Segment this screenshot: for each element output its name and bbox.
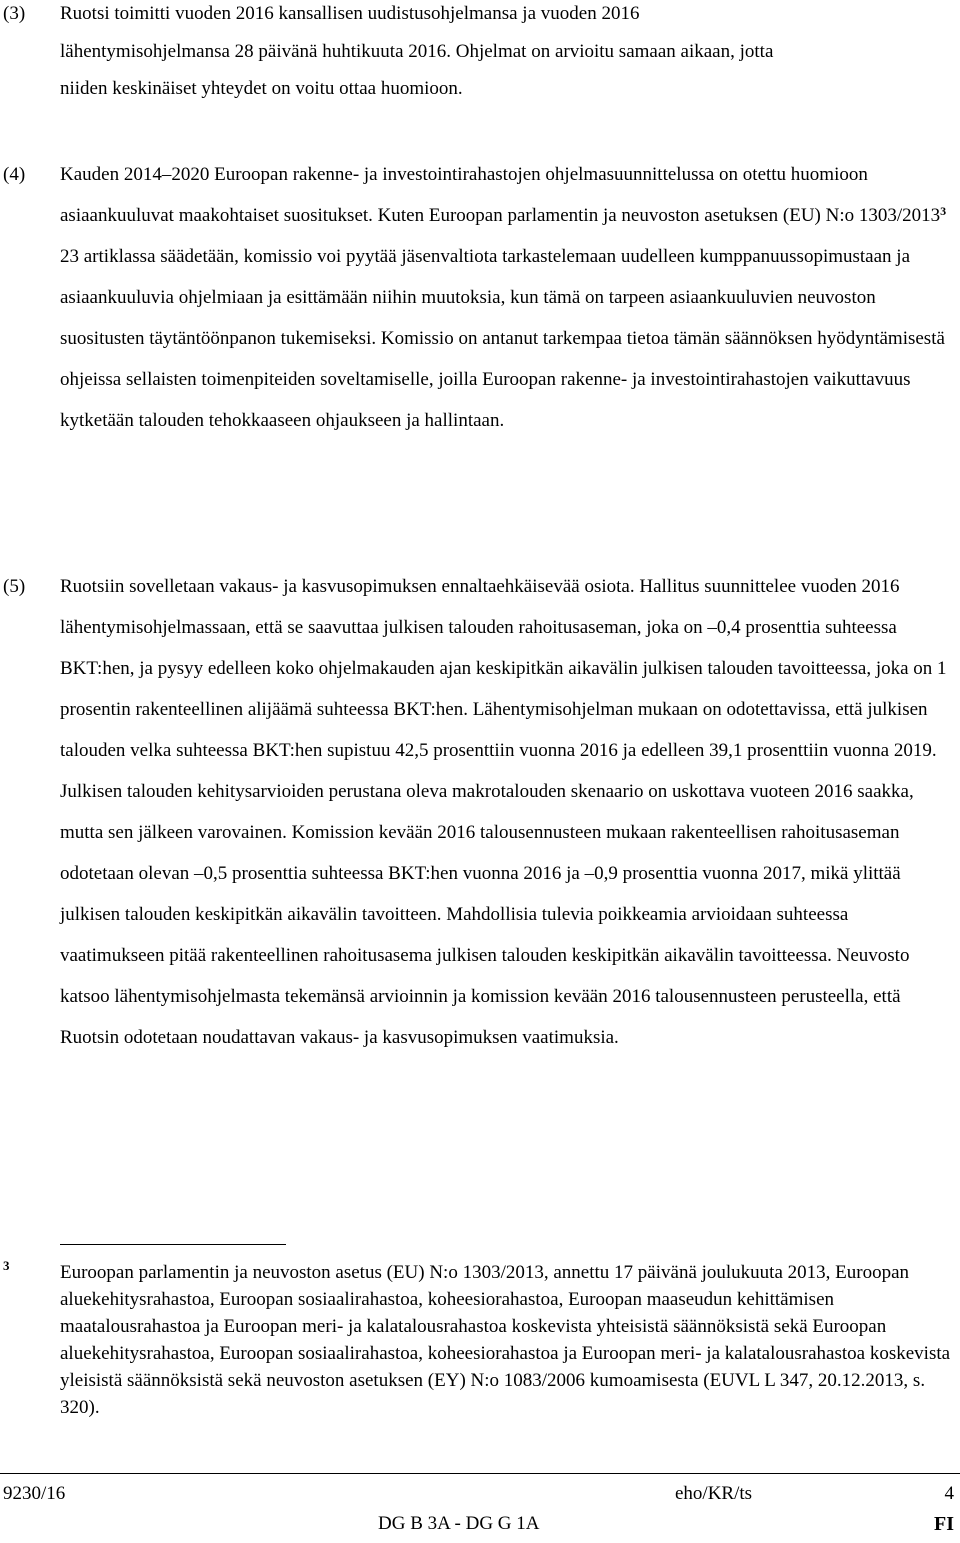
paragraph-text: Kauden 2014–2020 Euroopan rakenne- ja investointirahastojen ohjelmasuunnittelussa on otettu huomioon asiaankuuluvat maakohtaiset suositukset. Kuten Euroopan parlamentin ja neuvoston asetuksen (EU) N:o 1303/2013 bbox=[60, 164, 941, 226]
paragraph-4 bbox=[0, 154, 960, 441]
paragraph-line: lähentymisohjelmansa 28 päivänä huhtikuuta 2016. Ohjelmat on arvioitu samaan aikaan, jotta bbox=[60, 40, 774, 62]
paragraph-body bbox=[60, 154, 955, 441]
paragraph-body: Ruotsiin sovelletaan vakaus- ja kasvusopimuksen ennaltaehkäisevää osiota. Hallitus suunnittelee vuoden 2016 lähentymisohjelmassaan, että se saavuttaa julkisen talouden rahoitusaseman, joka on –0,4 prosenttia suhteessa BKT:hen, ja pysyy edelleen koko ohjelmakauden ajan keskipitkän aikavälin julkisen talouden tavoitteessa, joka on 1 prosentin rakenteellinen alijäämä suhteessa BKT:hen. Lähentymisohjelman mukaan on odotettavissa, että julkisen talouden velka suhteessa BKT:hen supistuu 42,5 prosenttiin vuonna 2016 ja edelleen 39,1 prosenttiin vuonna 2019. Julkisen talouden kehitysarvioiden perustana oleva makrotalouden skenaario on uskottava vuoteen 2016 saakka, mutta sen jälkeen varovainen. Komission kevään 2016 talousennusteen mukaan rakenteellisen rahoitusaseman odotetaan olevan –0,5 prosenttia suhteessa BKT:hen vuonna 2016 ja –0,9 prosenttia vuonna 2017, mikä ylittää julkisen talouden keskipitkän aikavälin tavoitteen. Mahdollisia tulevia poikkeamia arvioidaan suhteessa vaatimukseen pitää rakenteellinen rahoitusasema julkisen talouden keskipitkän aikavälin tavoitteessa. Neuvosto katsoo lähentymisohjelmasta tekemänsä arvioinnin ja komission kevään 2016 talousennusteen perusteella, että Ruotsin odotetaan noudattavan vakaus- ja kasvusopimuksen vaatimuksia. bbox=[60, 576, 947, 1048]
footnote bbox=[0, 1258, 960, 1421]
paragraph-number: (5) bbox=[3, 576, 26, 597]
directorate-code: DG B 3A - DG G 1A bbox=[378, 1513, 540, 1534]
footnote-text: Euroopan parlamentin ja neuvoston asetus (EU) N:o 1303/2013, annettu 17 päivänä joulukuuta 2013, Euroopan aluekehitysrahastoa, Euroopan sosiaalirahastoa, koheesiorahastoa, Euroopan maaseudun kehittämisen maatalousrahastoa ja Euroopan meri- ja kalatalousrahastoa koskevista yhteisistä säännöksistä sekä Euroopan aluekehitysrahastoa, Euroopan sosiaalirahastoa, koheesiorahastoa ja Euroopan meri- ja kalatalousrahastoa koskevista yleisistä säännöksistä sekä neuvoston asetuksen (EY) N:o 1083/2006 kumoamisesta (EUVL L 347, 20.12.2013, s. 320). bbox=[60, 1262, 951, 1418]
paragraph-body bbox=[60, 0, 955, 108]
paragraph-3 bbox=[0, 0, 960, 108]
footnote-separator bbox=[60, 1244, 286, 1245]
document-number: 9230/16 bbox=[3, 1483, 66, 1504]
page-number: 4 bbox=[944, 1483, 954, 1504]
paragraph-5 bbox=[0, 566, 960, 1058]
paragraph-text: 23 artiklassa säädetään, komissio voi pyytää jäsenvaltiota tarkastelemaan uudelleen kumppanuussopimustaan ja asiaankuuluvia ohjelmiaan ja esittämään niihin muutoksia, kun tämä on tarpeen asiaankuuluvien neuvoston suositusten täytäntöönpanon tukemiseksi. Komissio on antanut tarkempaa tietoa tämän säännöksen hyödyntämisestä ohjeissa sellaisten toimenpiteiden soveltamiselle, joilla Euroopan rakenne- ja investointirahastojen vaikuttavuus kytketään talouden tehokkaaseen ohjaukseen ja hallintaan. bbox=[60, 246, 945, 431]
paragraph-line: Ruotsi toimitti vuoden 2016 kansallisen uudistusohjelmansa ja vuoden 2016 bbox=[60, 3, 640, 24]
footnote-number: 3 bbox=[3, 1258, 10, 1273]
paragraph-number: (3) bbox=[3, 3, 26, 24]
language-code: FI bbox=[934, 1513, 954, 1535]
footer-divider bbox=[0, 1473, 960, 1474]
paragraph-line: niiden keskinäiset yhteydet on voitu ottaa huomioon. bbox=[60, 78, 463, 99]
author-initials: eho/KR/ts bbox=[675, 1483, 753, 1504]
footnote-reference[interactable]: 3 bbox=[940, 204, 947, 218]
paragraph-number: (4) bbox=[3, 164, 26, 185]
